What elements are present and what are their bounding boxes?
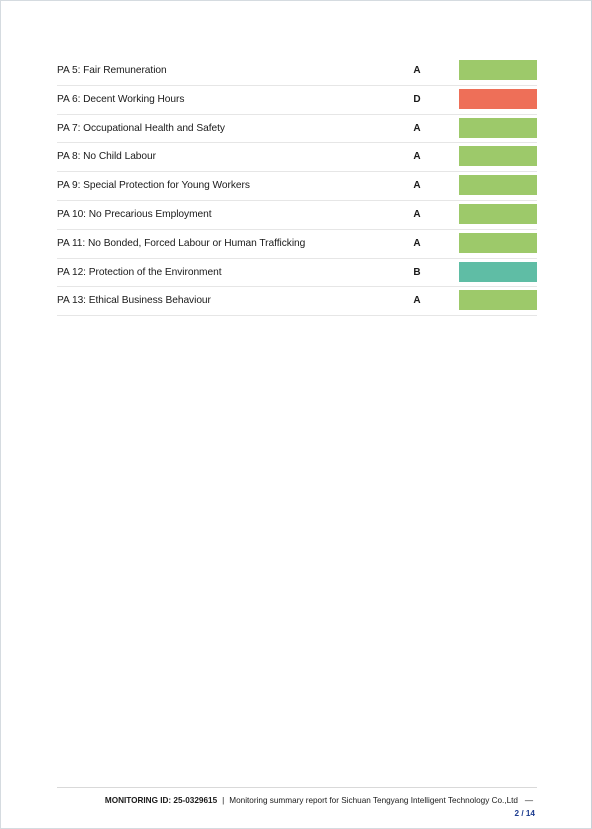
rating-grade: A [413, 295, 421, 307]
performance-area-table [57, 57, 537, 316]
footer-text [105, 796, 533, 805]
page-number: 2 / 14 [514, 809, 535, 818]
table-row [57, 230, 537, 259]
rating-color-bar [459, 262, 537, 282]
rating-grade: D [413, 93, 421, 105]
rating-grade: A [413, 208, 421, 220]
page-footer [57, 787, 537, 818]
table-row [57, 259, 537, 288]
rating-grade: A [413, 151, 421, 163]
table-row [57, 57, 537, 86]
performance-area-label: PA 13: Ethical Business Behaviour [57, 295, 211, 307]
rating-color-bar [459, 204, 537, 224]
performance-area-label: PA 7: Occupational Health and Safety [57, 122, 225, 134]
performance-area-label: PA 10: No Precarious Employment [57, 208, 212, 220]
rating-color-bar [459, 60, 537, 80]
rating-color-bar [459, 233, 537, 253]
rating-grade: A [413, 237, 421, 249]
table-row [57, 287, 537, 316]
performance-area-label: PA 8: No Child Labour [57, 151, 156, 163]
performance-area-label: PA 6: Decent Working Hours [57, 93, 185, 105]
rating-grade: A [413, 180, 421, 192]
table-row [57, 86, 537, 115]
report-description: Monitoring summary report for Sichuan Tengyang Intelligent Technology Co.,Ltd [229, 796, 518, 805]
footer-dash: — [524, 796, 533, 805]
rating-color-bar [459, 118, 537, 138]
performance-area-label: PA 5: Fair Remuneration [57, 65, 167, 76]
performance-area-label: PA 12: Protection of the Environment [57, 266, 222, 278]
monitoring-id: MONITORING ID: 25-0329615 [104, 796, 218, 805]
footer-separator: | [222, 796, 225, 805]
rating-color-bar [459, 146, 537, 166]
table-row [57, 115, 537, 144]
performance-area-label: PA 11: No Bonded, Forced Labour or Human Trafficking [57, 237, 306, 249]
table-row [57, 143, 537, 172]
rating-color-bar [459, 89, 537, 109]
performance-area-label: PA 9: Special Protection for Young Workers [57, 180, 250, 192]
rating-color-bar [459, 175, 537, 195]
rating-grade: B [413, 266, 421, 278]
rating-grade: A [413, 122, 421, 134]
rating-grade: A [413, 65, 421, 76]
table-row [57, 172, 537, 201]
rating-color-bar [459, 290, 537, 310]
table-row [57, 201, 537, 230]
